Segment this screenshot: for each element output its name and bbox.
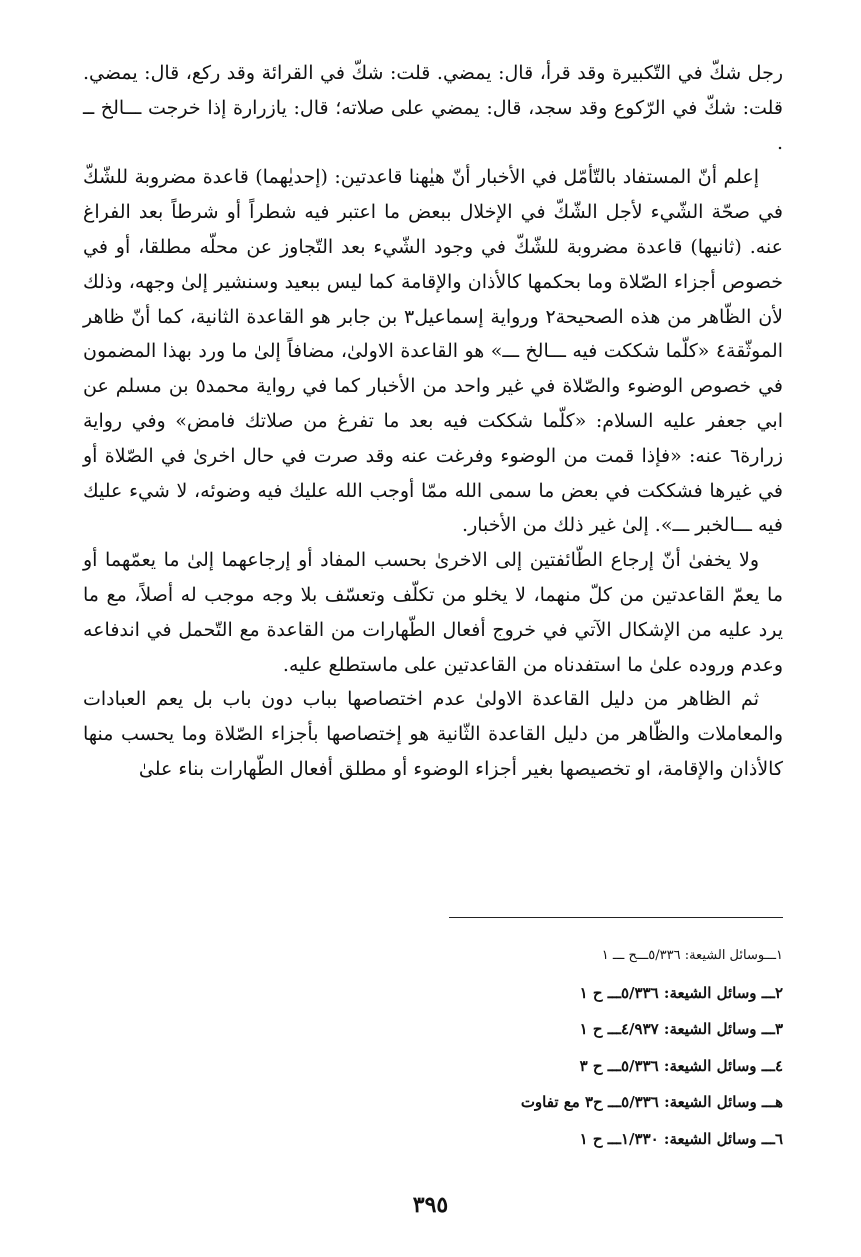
paragraph: إعلم أنّ المستفاد بالتّأمّل في الأخبار أنّ هيٰهنا قاعدتين: (إحديٰهما) قاعدة مضروبة للشّكّ في صحّة الشّيء لأجل الشّكّ في الإخلال ببعض ما اعتبر فيه شطراً أو شرطاً بعد الفراغ عنه. (ثانيها) قاعدة مضروبة للشّكّ في وجود الشّيء بعد التّجاوز عن محلّه مطلقا، أو في خصوص أجزاء الصّلاة وما بحكمها كالأذان والإقامة كما ليس ببعيد وسنشير إلىٰ وجهه، وذلك لأن الظّاهر من هذه الصحيحة٢ ورواية إسماعيل٣ بن جابر هو القاعدة الثانية، كما أنّ ظاهر الموثّقة٤ «كلّما شككت فيه ـــالخ ـــ» هو القاعدة الاولىٰ، مضافاً إلىٰ ما ورد بهذا المضمون في خصوص الوضوء والصّلاة في غير واحد من الأخبار كما في رواية محمد٥ بن مسلم عن ابي جعفر عليه السلام: «كلّما شككت فيه بعد ما تفرغ من صلاتك فامض» وفي رواية زرارة٦ عنه: «فإذا قمت من الوضوء وفرغت عنه وقد صرت في حال اخرىٰ في الصّلاة أو في غيرها فشككت في بعض ما سمى الله ممّا أوجب الله عليك فيه وضوئه، لا شيء عليك فيه ـــالخبر ـــ». إلىٰ غير ذلك من الأخبار. [83,166,784,537]
footnotes [283,938,783,1158]
paragraph: رجل شكّ في التّكبيرة وقد قرأ، قال: يمضي. قلت: شكّ في القرائة وقد ركع، قال: يمضي. قلت: شكّ في الرّكوع وقد سجد، قال: يمضي على صلاته؛ قال: يازرارة إذا خرجت ـــالخ ــ . [83,62,783,154]
footnote-3: ٣ـــ وسائل الشيعة: ٤/٩٣٧ـــ ح ١ [579,1020,783,1039]
paragraph: ولا يخفىٰ أنّ إرجاع الطّائفتين إلى الاخرىٰ بحسب المفاد أو إرجاعهما إلىٰ ما يعمّهما أو ما يعمّ القاعدتين من كلّ منهما، لا يخلو من تكلّف وتعسّف بلا وجه موجب له أصلاً، مع ما يرد عليه من الإشكال الآتي في خروج أفعال الطّهارات من القاعدة مع التّحمل في اندفاعه وعدم وروده علىٰ ما استفدناه من القاعدتين على ماستطلع عليه. [83,549,783,676]
footnote-2: ٢ـــ وسائل الشيعة: ٥/٣٣٦ـــ ح ١ [579,983,783,1002]
page-number: ٣٩٥ [412,1192,449,1218]
footnote-1: ١ـــوسائل الشيعة: ٥/٣٣٦ـــح ـــ ١ [601,948,783,963]
footnote-4: ٤ـــ وسائل الشيعة: ٥/٣٣٦ـــ ح ٣ [579,1056,783,1075]
main-text [83,56,783,787]
footnote-6: ٦ـــ وسائل الشيعة: ١/٣٣٠ـــ ح ١ [579,1129,783,1148]
footnote-separator [449,917,783,918]
paragraph: ثم الظاهر من دليل القاعدة الاولىٰ عدم اختصاصها بباب دون باب بل يعم العبادات والمعاملات والظّاهر من دليل القاعدة الثّانية هو إختصاصها بأجزاء الصّلاة وما يحسب منها كالأذان والإقامة، او تخصيصها بغير أجزاء الوضوء أو مطلق أفعال الطّهارات بناء علىٰ [83,688,783,780]
footnote-5: هـــ وسائل الشيعة: ٥/٣٣٦ـــ ح٣ مع تفاوت [520,1093,783,1112]
